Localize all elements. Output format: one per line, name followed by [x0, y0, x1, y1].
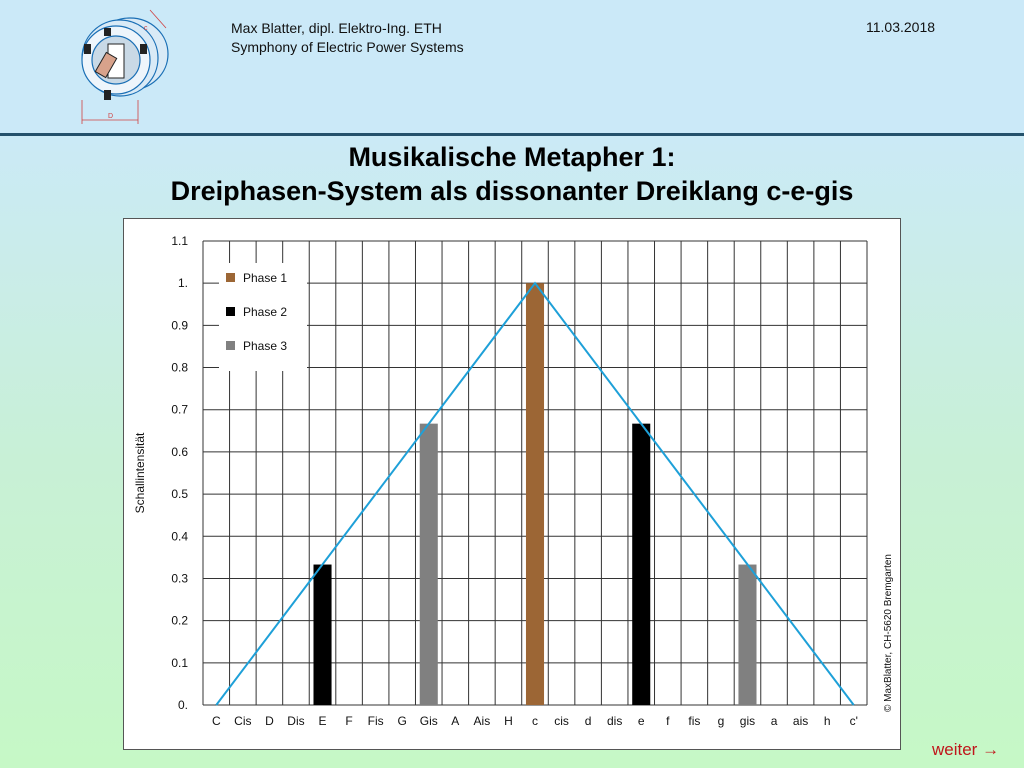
presentation-subtitle: Symphony of Electric Power Systems: [231, 39, 464, 55]
next-slide-link[interactable]: weiter →: [932, 740, 1000, 759]
y-axis-label: Schallintensität: [133, 432, 147, 514]
x-tick-label: Dis: [287, 714, 305, 728]
bar-phase-1: [526, 283, 544, 705]
y-tick-label: 0.9: [171, 318, 188, 333]
x-tick-label: gis: [739, 714, 756, 728]
y-tick-label: 1.1: [171, 234, 188, 248]
author-name: Max Blatter, dipl. Elektro-Ing. ETH: [231, 20, 442, 36]
legend-label: Phase 3: [243, 339, 288, 353]
slide-header: [0, 0, 1024, 136]
slide-title-line1: Musikalische Metapher 1:: [348, 142, 676, 172]
x-tick-label: G: [397, 714, 407, 728]
x-tick-label: D: [265, 714, 274, 728]
legend-swatch: [226, 341, 235, 350]
x-tick-label: h: [823, 714, 831, 728]
y-tick-label: 1.: [177, 276, 188, 291]
x-tick-label: C: [211, 714, 221, 728]
x-tick-label: A: [451, 714, 460, 728]
y-tick-label: 0.6: [171, 444, 188, 459]
bar-phase-3: [738, 565, 756, 705]
x-tick-label: Cis: [234, 714, 252, 728]
x-tick-label: c': [849, 714, 858, 728]
bar-chart: [124, 219, 900, 749]
y-tick-label: 0.3: [171, 571, 188, 586]
x-tick-label: cis: [554, 714, 569, 728]
x-tick-label: d: [584, 714, 592, 728]
x-tick-label: Gis: [419, 714, 438, 728]
legend-swatch: [226, 273, 235, 282]
legend-label: Phase 2: [243, 305, 288, 319]
x-tick-label: Ais: [473, 714, 491, 728]
svg-text:c: c: [144, 25, 148, 32]
y-tick-label: 0.8: [171, 360, 188, 375]
y-tick-label: 0.2: [171, 613, 188, 628]
bar-phase-3: [420, 424, 438, 705]
y-tick-label: 0.1: [171, 655, 188, 670]
y-tick-label: 0.: [177, 698, 188, 712]
legend-swatch: [226, 307, 235, 316]
x-tick-label: g: [717, 714, 725, 728]
slide-title: [0, 140, 1024, 208]
chart-panel: [123, 218, 901, 750]
x-tick-label: dis: [607, 714, 623, 728]
x-tick-label: F: [345, 714, 353, 728]
machine-logo-icon: [64, 8, 176, 130]
author-block: [231, 19, 464, 57]
copyright-note: © MaxBlatter, CH-5620 Bremgarten: [883, 554, 894, 712]
bar-phase-2: [313, 565, 331, 705]
x-tick-label: Fis: [367, 714, 384, 728]
y-tick-label: 0.4: [171, 529, 188, 544]
svg-text:D: D: [108, 113, 114, 120]
slide-title-line2: Dreiphasen-System als dissonanter Dreiklang c-e-gis: [170, 176, 854, 206]
bar-phase-2: [632, 424, 650, 705]
x-tick-label: a: [770, 714, 778, 728]
y-tick-label: 0.5: [171, 487, 188, 502]
x-tick-label: c: [532, 714, 538, 728]
x-tick-label: H: [504, 714, 513, 728]
y-tick-label: 0.7: [171, 402, 188, 417]
x-tick-label: e: [637, 714, 645, 728]
x-tick-label: ais: [792, 714, 809, 728]
x-tick-label: fis: [688, 714, 701, 728]
x-tick-label: f: [666, 714, 670, 728]
legend-label: Phase 1: [243, 271, 288, 285]
slide-date: 11.03.2018: [866, 19, 936, 35]
x-tick-label: E: [318, 714, 327, 728]
